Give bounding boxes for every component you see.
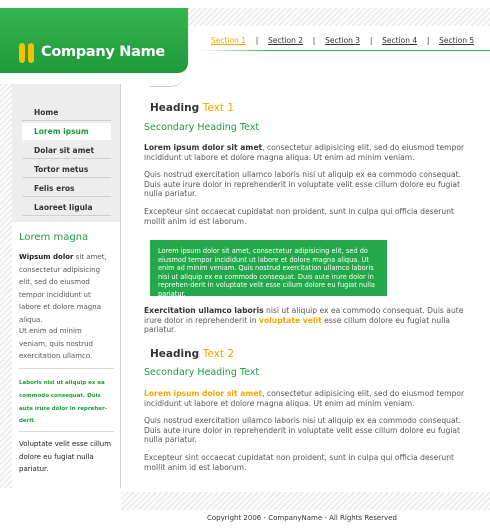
nav-section-5[interactable]: Section 5 (439, 36, 475, 45)
sidebar-heading: Lorem magna (19, 232, 89, 243)
sidebar-paragraph-2: Ut enim ad minim veniam, quis nostrud exercitation ullamco. (19, 327, 93, 360)
paragraph-4 (144, 306, 474, 335)
secondary-heading-1: Secondary Heading Text (144, 122, 260, 133)
header-stripe (188, 8, 490, 26)
heading-1-accent: Text 1 (202, 102, 235, 114)
paragraph-4-text-a: nisi ut aliquip ex ea commodo consequat. Duis aute irure dolor in reprehenderit in (144, 306, 464, 325)
paragraph-7: Excepteur sint occaecat cupidatat non proident, sunt in culpa qui officia deserunt mollit anim id est laborum. (144, 453, 455, 472)
paragraph-5 (144, 389, 474, 408)
paragraph-4-bold: Exercitation ullamco laboris (144, 306, 264, 315)
paragraph-6: Quis nostrud exercitation ullamco laboris nisi ut aliquip ex ea commodo consequat. Duis aute irure dolor in reprehenderit in voluptate velit esse cillum dolore eu fugiat nulla pariatur. (144, 416, 462, 445)
paragraph-2: Quis nostrud exercitation ullamco laboris nisi ut aliquip ex ea commodo consequat. Duis aute irure dolor in reprehenderit in voluptate velit esse cillum dolore eu fugiat nulla pariatur. (144, 170, 462, 199)
secondary-heading-2: Secondary Heading Text (144, 367, 260, 378)
sidebar-divider (120, 84, 121, 488)
paragraph-5-text: , consectetur adipisicing elit, sed do eiusmod tempor incididunt ut labore et dolore magna aliqua. Ut enim ad minim veniam. (144, 389, 465, 408)
paragraph-1 (144, 143, 474, 162)
sidebar-item-laoreet-ligula[interactable]: Laoreet ligula (22, 199, 111, 216)
nav-underline (198, 50, 490, 51)
sidebar-separator (19, 368, 114, 369)
paragraph-1-text: , consectetur adipisicing elit, sed do eiusmod tempor incididunt ut labore et dolore magna aliqua. Ut enim ad minim veniam. (144, 143, 465, 162)
heading-1-main: Heading (150, 102, 200, 114)
paragraph-4-highlight: voluptate velit (259, 315, 322, 325)
sidebar-para-bold: Wipsum dolor (19, 253, 74, 261)
sidebar-menu (12, 84, 120, 222)
sidebar-item-lorem-ipsum[interactable]: Lorem ipsum (22, 123, 111, 140)
heading-1 (150, 102, 234, 114)
nav-separator: | (426, 36, 430, 45)
sidebar-item-home[interactable]: Home (22, 104, 111, 121)
company-name[interactable]: Company Name (41, 44, 165, 60)
left-stripe (0, 84, 12, 488)
highlight-box-text: Lorem ipsum dolor sit amet, consectetur adipisicing elit, sed do eiusmod tempor incididunt ut labore et dolore magna aliqua. Ut enim ad minim veniam. Quis nostrud exercitation ullamco laboris nisi ut aliquip ex ea commodo consequat. Duis aute irure dolor in reprehen-derit in voluptate velit esse cillum dolore eu fugiat nulla pariatur. (158, 247, 375, 298)
nav-section-3[interactable]: Section 3 (325, 36, 361, 45)
sidebar-para-text: sit amet, consectetur adipisicing elit, sed do eiusmod tempor incididunt ut labore et dolore magna aliqua. (19, 253, 107, 324)
highlight-box (150, 240, 387, 296)
nav-section-4[interactable]: Section 4 (382, 36, 418, 45)
heading-2-accent: Text 2 (202, 348, 235, 360)
paragraph-5-highlight: Lorem ipsum dolor sit amet (144, 389, 263, 398)
sidebar-paragraph (19, 251, 111, 326)
copyright-text: Copyright 2006 - CompanyName - All Rights Reserved (207, 514, 397, 522)
nav-separator: | (369, 36, 373, 45)
footer-stripe (121, 492, 490, 510)
sidebar-item-felis-eros[interactable]: Felis eros (22, 180, 111, 197)
paragraph-4-text-b: esse cillum dolore eu fugiat nulla pariatur. (144, 315, 451, 335)
heading-2-main: Heading (150, 348, 200, 360)
sidebar-item-dolar-sit-amet[interactable]: Dolar sit amet (22, 142, 111, 159)
top-navigation (211, 36, 474, 45)
paragraph-3: Excepteur sint occaecat cupidatat non proident, sunt in culpa qui officia deserunt mollit anim id est laborum. (144, 207, 455, 226)
sidebar-separator (19, 431, 114, 432)
page-curl-decoration (150, 72, 186, 87)
nav-separator: | (255, 36, 259, 45)
logo-banner (0, 8, 188, 73)
sidebar-item-tortor-metus[interactable]: Tortor metus (22, 161, 111, 178)
nav-separator: | (312, 36, 316, 45)
logo-icon (19, 43, 37, 63)
sidebar-black-text: Voluptate velit esse cillum dolore eu fugiat nulla pariatur. (19, 440, 112, 473)
nav-section-2[interactable]: Section 2 (268, 36, 304, 45)
nav-section-1[interactable]: Section 1 (211, 36, 247, 45)
heading-2 (150, 348, 234, 360)
sidebar-green-text: Laboris nisi ut aliquip ex ea commodo consequat. Duis aute irure dolor in repreher-derit (19, 380, 107, 425)
paragraph-1-bold: Lorem ipsum dolor sit amet (144, 143, 263, 152)
